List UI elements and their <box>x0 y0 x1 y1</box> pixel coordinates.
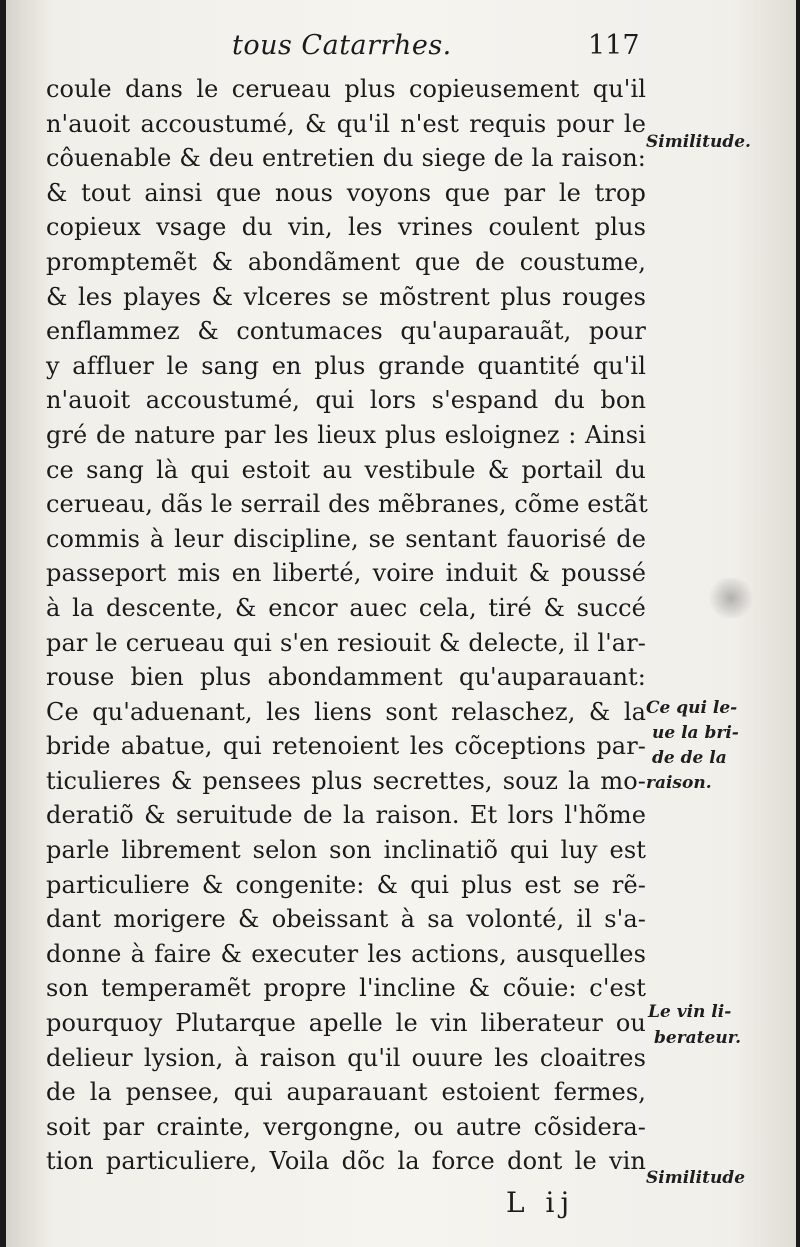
text-line: n'auoit accoustumé, qui lors s'espand du bon <box>46 386 646 415</box>
text-line: côuenable & deu entretien du siege de la raison: <box>46 144 646 173</box>
text-line: copieux vsage du vin, les vrines coulent plus <box>46 213 646 242</box>
margin-note-ce-qui-line-3: de de la <box>652 748 727 768</box>
text-line: particuliere & congenite: & qui plus est se rẽ- <box>46 870 646 899</box>
text-line: bride abatue, qui retenoient les cõceptions par- <box>46 732 646 761</box>
text-line: & tout ainsi que nous voyons que par le trop <box>46 178 646 207</box>
text-line: ce sang là qui estoit au vestibule & portail du <box>46 455 646 484</box>
text-line: gré de nature par les lieux plus esloignez : Ainsi <box>46 420 646 449</box>
text-line: & les playes & vlceres se mõstrent plus rouges <box>46 282 646 311</box>
text-line: tion particuliere, Voila dõc la force dont le vin <box>46 1147 646 1176</box>
page-header <box>6 28 796 68</box>
text-line: Ce qu'aduenant, les liens sont relaschez, & la <box>46 697 646 726</box>
text-line: pourquoy Plutarque apelle le vin liberateur ou <box>46 1009 646 1038</box>
margin-note-ce-qui-line-1: Ce qui le- <box>646 698 738 718</box>
text-line: commis à leur discipline, se sentant fauorisé de <box>46 524 646 553</box>
text-line: promptemẽt & abondãment que de coustume, <box>46 247 646 276</box>
text-line: donne à faire & executer les actions, ausquelles <box>46 939 646 968</box>
text-line: enflammez & contumaces qu'auparauãt, pour <box>46 317 646 346</box>
text-line: cerueau, dãs le serrail des mẽbranes, cõme estãt <box>46 490 648 519</box>
text-line: deratiõ & seruitude de la raison. Et lors l'hõme <box>46 801 646 830</box>
text-line: parle librement selon son inclinatiõ qui luy est <box>46 836 646 865</box>
text-line: de la pensee, qui auparauant estoient fermes, <box>46 1078 646 1107</box>
ink-smudge <box>706 578 756 618</box>
body-text <box>46 72 646 1179</box>
signature-mark: L ij <box>506 1186 576 1219</box>
text-line: à la descente, & encor auec cela, tiré & succé <box>46 593 646 622</box>
margin-note-le-vin-line-2: berateur. <box>654 1028 742 1048</box>
text-line: soit par crainte, vergongne, ou autre cõsidera- <box>46 1112 646 1141</box>
text-line: rouse bien plus abondamment qu'auparauant: <box>46 663 646 692</box>
text-line: y affluer le sang en plus grande quantité qu'il <box>46 351 646 380</box>
page-number: 117 <box>588 30 640 61</box>
text-line: ticulieres & pensees plus secrettes, souz la mo- <box>46 766 646 795</box>
text-line: passeport mis en liberté, voire induit & poussé <box>46 559 646 588</box>
margin-note-similitude: Similitude. <box>646 132 751 152</box>
text-line: coule dans le cerueau plus copieusement qu'il <box>46 75 646 103</box>
running-title: tous Catarrhes. <box>232 30 452 61</box>
text-line: par le cerueau qui s'en resiouit & delecte, il l'ar- <box>46 628 646 657</box>
margin-note-similitude-bottom: Similitude <box>646 1168 746 1188</box>
text-line: n'auoit accoustumé, & qu'il n'est requis pour le <box>46 109 646 138</box>
margin-note-ce-qui-line-2: ue la bri- <box>652 723 739 743</box>
text-line: delieur lysion, à raison qu'il ouure les cloaitres <box>46 1043 646 1072</box>
margin-note-ce-qui-line-4: raison. <box>646 773 712 793</box>
book-page <box>6 0 796 1247</box>
text-line: dant morigere & obeissant à sa volonté, il s'a- <box>46 905 646 934</box>
text-line: son temperamẽt propre l'incline & cõuie: c'est <box>46 974 646 1003</box>
margin-note-le-vin-line-1: Le vin li- <box>648 1002 732 1022</box>
